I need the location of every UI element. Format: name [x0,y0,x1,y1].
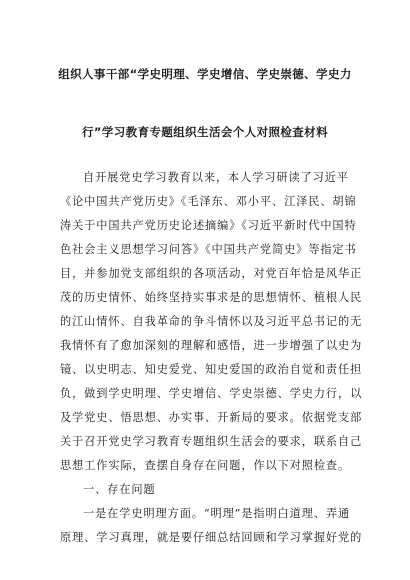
paragraph-line: 《论中国共产党历史》《毛泽东、邓小平、江泽民、胡锦 [60,195,357,208]
paragraph-line: 自开展党史学习教育以来，本人学习研读了习近平 [83,171,349,184]
paragraph-line: 关于召开党史学习教育专题组织生活会的要求，联系自己 [60,435,363,448]
paragraph-line: 一是在学史明理方面。“明理”是指明白道理、弄通 [83,507,351,520]
paragraph-line: 涛关于中国共产党历史论述摘编》《习近平新时代中国特 [60,219,357,232]
document-title-line-1: 组织人事干部“学史明理、学史增信、学史崇德、学史力 [58,67,352,81]
section-heading: 一、存在问题 [83,483,156,496]
paragraph-line: 原理、学习真理，就是要仔细总结回顾和学习掌握好党的 [60,531,363,544]
paragraph-line: 镜、以史明志、知史爱党、知史爱国的政治自觉和责任担 [60,363,363,376]
paragraph-line: 及学党史、悟思想、办实事、开新局的要求。依据党支部 [60,411,363,424]
paragraph-line: 我情怀有了愈加深刻的理解和感悟，进一步增强了以史为 [60,339,363,352]
paragraph-line: 负，做到学史明理、学史增信、学史崇德、学史力行，以 [60,387,363,400]
paragraph-line: 思想工作实际，查摆自身存在问题，作以下对照检查。 [60,459,351,472]
paragraph-line: 目，并参加党支部组织的各项活动，对党百年恰是风华正 [60,267,363,280]
document-title-line-2: 行”学习教育专题组织生活会个人对照检查材料 [82,125,328,139]
paragraph-line: 茂的历史情怀、始终坚持实事求是的思想情怀、植根人民 [60,291,363,304]
paragraph-line: 色社会主义思想学习问答》《中国共产党简史》等指定书 [60,243,357,256]
paragraph-line: 的江山情怀、自我革命的争斗情怀以及习近平总书记的无 [60,315,363,328]
